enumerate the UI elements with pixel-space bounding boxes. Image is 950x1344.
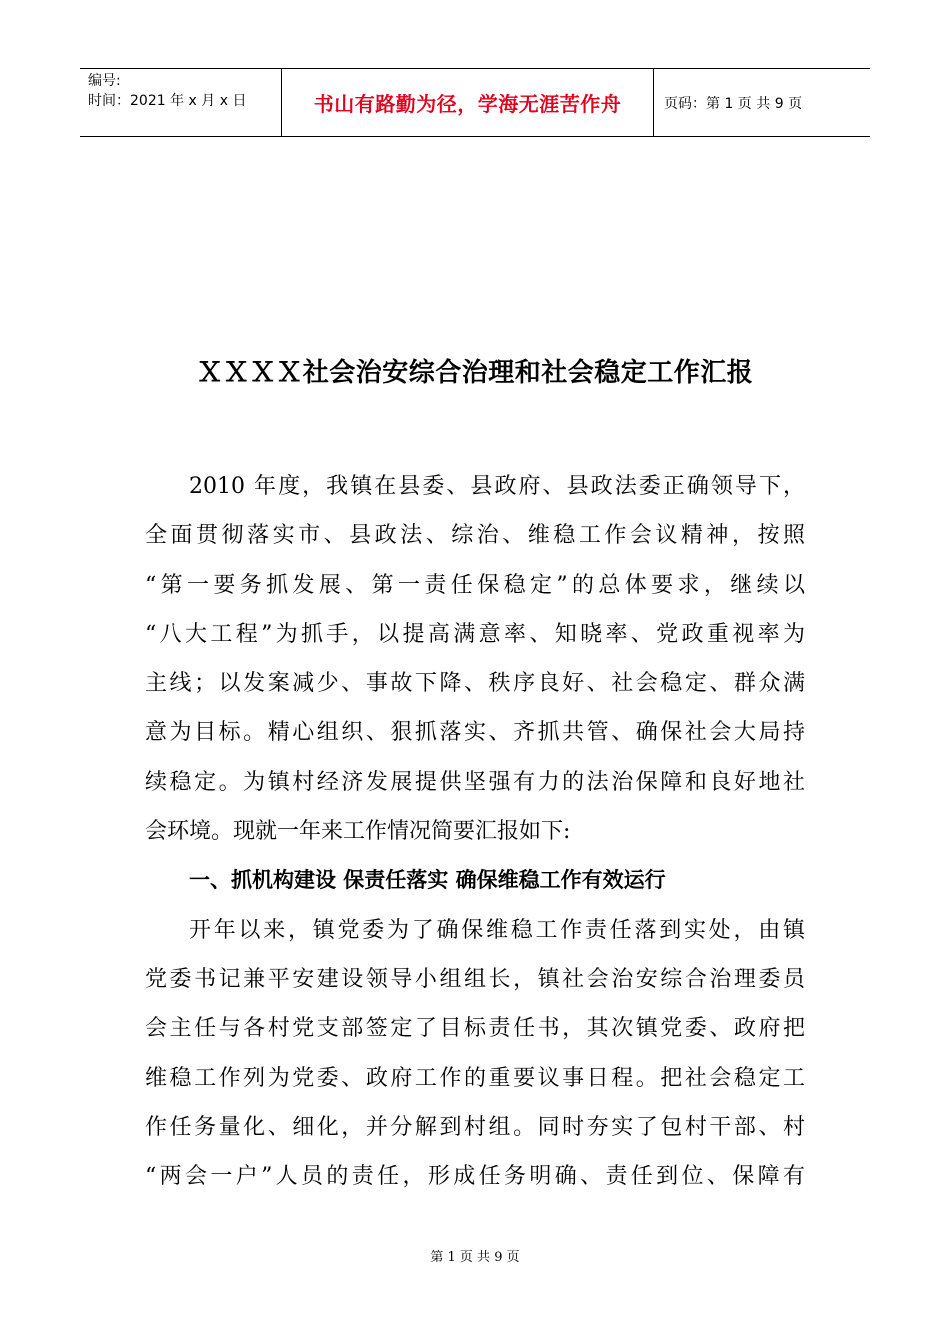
header-motto: 书山有路勤为径，学海无涯苦作舟	[282, 69, 654, 136]
text-line: 全面贯彻落实市、县政法、综治、维稳工作会议精神，按照	[145, 523, 805, 549]
text-line: 主线；以发案减少、事故下降、秩序良好、社会稳定、群众满	[145, 671, 805, 697]
text-line: 会主任与各村党支部签定了目标责任书，其次镇党委、政府把	[145, 1016, 805, 1042]
document-body	[145, 462, 805, 1201]
document-time-label: 时间：2021 年 x 月 x 日	[88, 93, 247, 109]
header-page-info: 页码：第 1 页 共 9 页	[664, 95, 803, 112]
text-line: 党委书记兼平安建设领导小组组长，镇社会治安综合治理委员	[145, 966, 805, 992]
text-line: 意为目标。精心组织、狠抓落实、齐抓共管、确保社会大局持	[145, 720, 805, 746]
document-title: ＸＸＸＸ社会治安综合治理和社会稳定工作汇报	[196, 358, 754, 388]
header-meta	[80, 69, 282, 136]
section-heading: 一、抓机构建设 保责任落实 确保维稳工作有效运行	[189, 868, 666, 893]
text-line: “八大工程”为抓手，以提高满意率、知晓率、党政重视率为	[145, 621, 805, 647]
text-line: 维稳工作列为党委、政府工作的重要议事日程。把社会稳定工	[145, 1065, 805, 1091]
paragraph-intro	[145, 462, 805, 856]
text-line: 作任务量化、细化，并分解到村组。同时夯实了包村干部、村	[145, 1114, 805, 1140]
text-line: 开年以来，镇党委为了确保维稳工作责任落到实处，由镇	[189, 917, 805, 943]
text-line: 会环境。现就一年来工作情况简要汇报如下:	[145, 819, 571, 845]
text-line: 2010 年度，我镇在县委、县政府、县政法委正确领导下，	[189, 474, 805, 499]
text-line: “两会一户”人员的责任，形成任务明确、责任到位、保障有	[145, 1164, 805, 1190]
document-number-label: 编号:	[88, 73, 121, 89]
text-line: “第一要务抓发展、第一责任保稳定”的总体要求，继续以	[145, 572, 805, 598]
text-line: 续稳定。为镇村经济发展提供坚强有力的法治保障和良好地社	[145, 769, 805, 795]
page-footer: 第 1 页 共 9 页	[430, 1250, 520, 1265]
document-header	[80, 68, 870, 137]
paragraph-section-1	[145, 906, 805, 1202]
